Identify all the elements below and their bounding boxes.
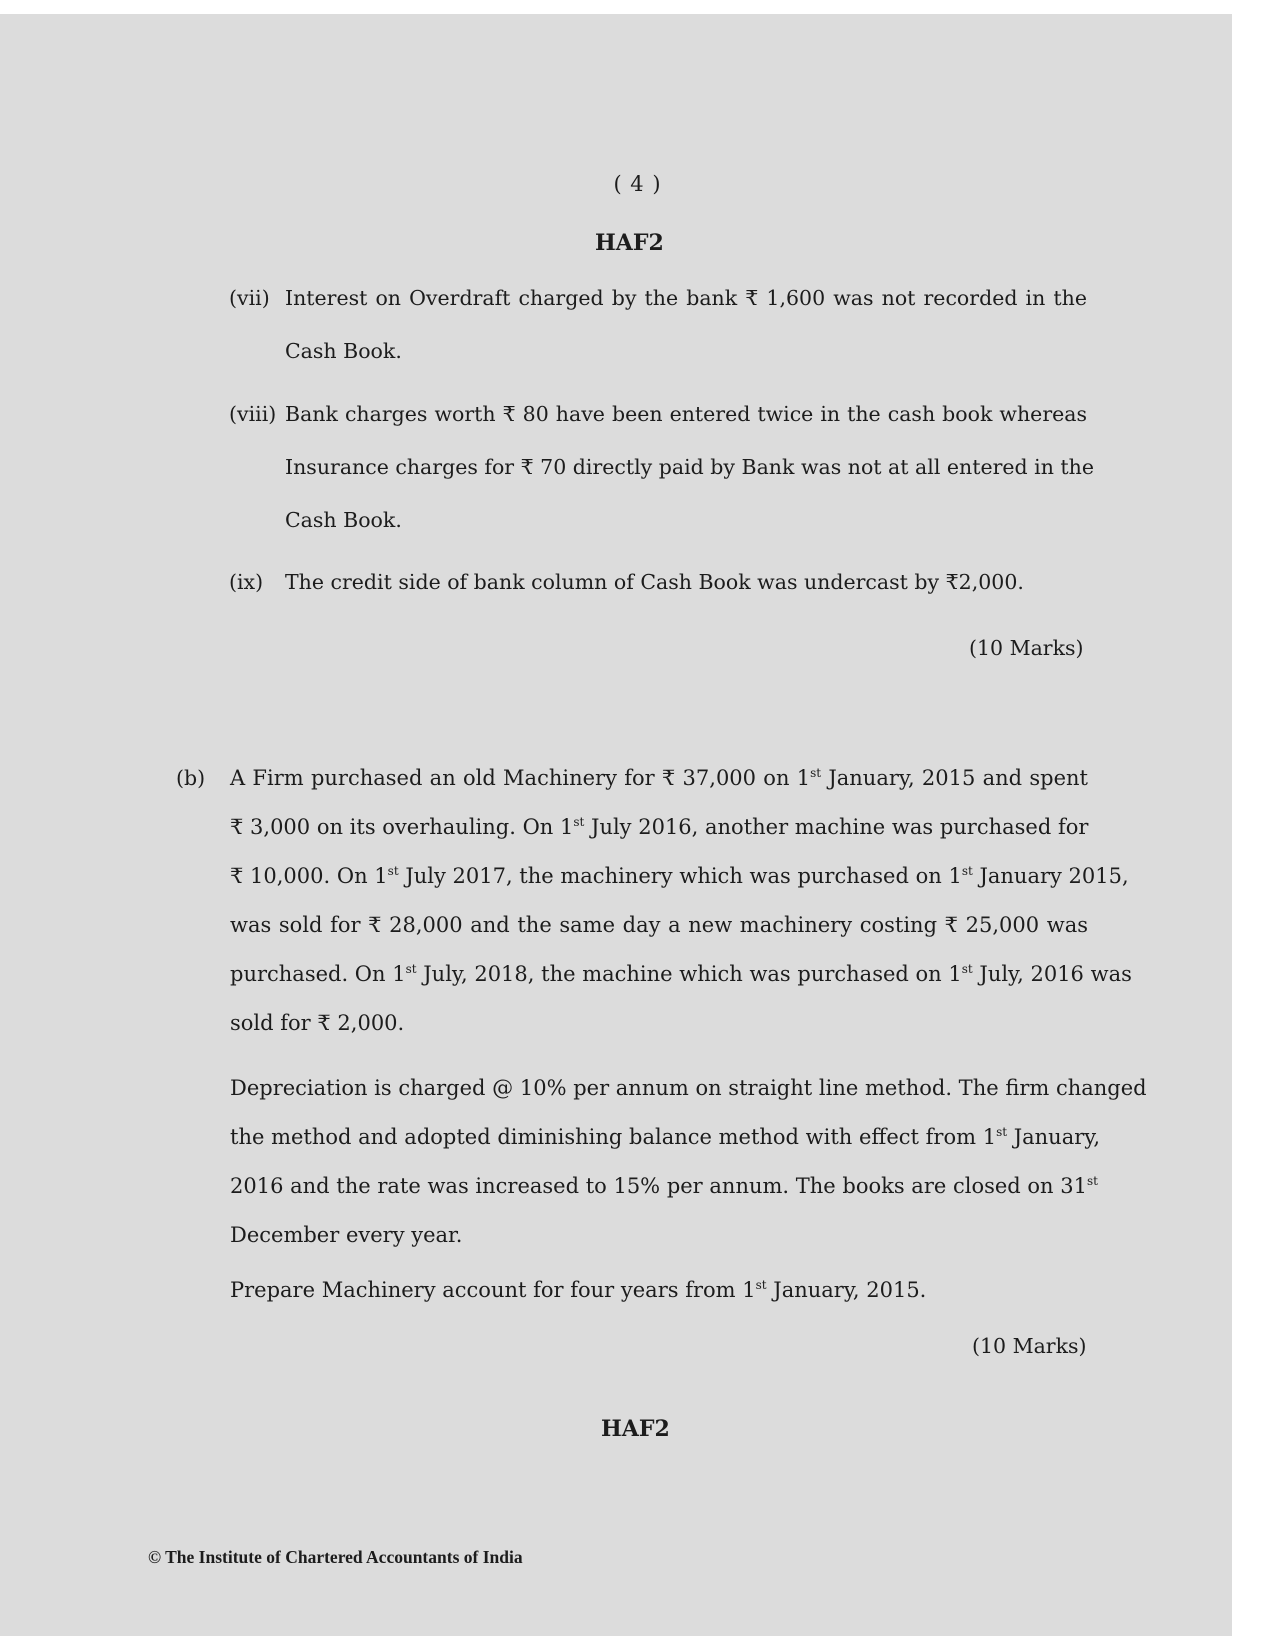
item-line: Interest on Overdraft charged by the bank ₹ 1,600 was not recorded in the (285, 286, 1087, 310)
ordinal-suffix: st (573, 815, 585, 829)
paragraph-line (230, 1113, 1101, 1162)
item-line: Cash Book. (285, 508, 402, 532)
text-run: the method and adopted diminishing balance method with effect from 1 (230, 1125, 997, 1149)
text-run: January, (1007, 1125, 1101, 1149)
part-b-paragraph-3 (230, 1266, 1088, 1315)
part-b-paragraph-2 (230, 1064, 1147, 1260)
item-number-vii: (vii) (229, 286, 270, 310)
text-run: purchased. On 1 (230, 962, 406, 986)
paragraph-line: sold for ₹ 2,000. (230, 1011, 405, 1035)
text-run: 2016 and the rate was increased to 15% per annum. The books are closed on 31 (230, 1174, 1087, 1198)
paragraph-line: Depreciation is charged @ 10% per annum on straight line method. The firm changed (230, 1076, 1147, 1100)
text-run: July 2017, the machinery which was purchased on 1 (398, 864, 962, 888)
paper-code-top: HAF2 (595, 230, 664, 256)
ordinal-suffix: st (387, 864, 399, 878)
paragraph-line (230, 754, 1088, 803)
text-run: January 2015, (972, 864, 1129, 888)
part-b-label: (b) (176, 766, 206, 790)
paragraph-line (230, 1266, 1088, 1315)
paragraph-line: December every year. (230, 1223, 463, 1247)
item-line: Cash Book. (285, 339, 402, 363)
item-line: The credit side of bank column of Cash Book was undercast by ₹2,000. (285, 570, 1024, 594)
ordinal-suffix: st (961, 864, 973, 878)
paper-code-bottom: HAF2 (601, 1416, 670, 1442)
text-run: July, 2016 was (972, 962, 1132, 986)
text-run: January, 2015 and spent (821, 766, 1088, 790)
text-run: ₹ 10,000. On 1 (230, 864, 388, 888)
item-line: Bank charges worth ₹ 80 have been entered twice in the cash book whereas (285, 402, 1087, 426)
item-line: Insurance charges for ₹ 70 directly paid by Bank was not at all entered in the (285, 455, 1095, 479)
item-number-ix: (ix) (229, 570, 264, 594)
ordinal-suffix: st (961, 962, 973, 976)
text-run: July 2016, another machine was purchased for (584, 815, 1089, 839)
text-run: Prepare Machinery account for four years from 1 (230, 1278, 756, 1302)
paragraph-line (230, 1162, 1098, 1211)
text-run: A Firm purchased an old Machinery for ₹ 37,000 on 1 (230, 766, 811, 790)
text-run: January, 2015. (766, 1278, 927, 1302)
item-number-viii: (viii) (229, 402, 277, 426)
ordinal-suffix: st (405, 962, 417, 976)
marks-part-b: (10 Marks) (972, 1334, 1087, 1358)
copyright-footer: © The Institute of Chartered Accountants of India (148, 1547, 523, 1567)
text-run: July, 2018, the machine which was purchased on 1 (416, 962, 962, 986)
part-b-paragraph-1 (230, 754, 1132, 1048)
paragraph-line (230, 852, 1129, 901)
ordinal-suffix: st (996, 1125, 1008, 1139)
paragraph-line (230, 950, 1132, 999)
text-run: ₹ 3,000 on its overhauling. On 1 (230, 815, 574, 839)
marks-part-a: (10 Marks) (969, 636, 1084, 660)
ordinal-suffix: st (1086, 1174, 1098, 1188)
paragraph-line: was sold for ₹ 28,000 and the same day a new machinery costing ₹ 25,000 was (230, 913, 1088, 937)
ordinal-suffix: st (755, 1278, 767, 1292)
paragraph-line (230, 803, 1088, 852)
item-viii-text (285, 388, 1095, 547)
ordinal-suffix: st (810, 766, 822, 780)
item-ix-text (285, 556, 1087, 609)
item-vii-text (285, 272, 1087, 378)
page-number: ( 4 ) (613, 172, 662, 196)
